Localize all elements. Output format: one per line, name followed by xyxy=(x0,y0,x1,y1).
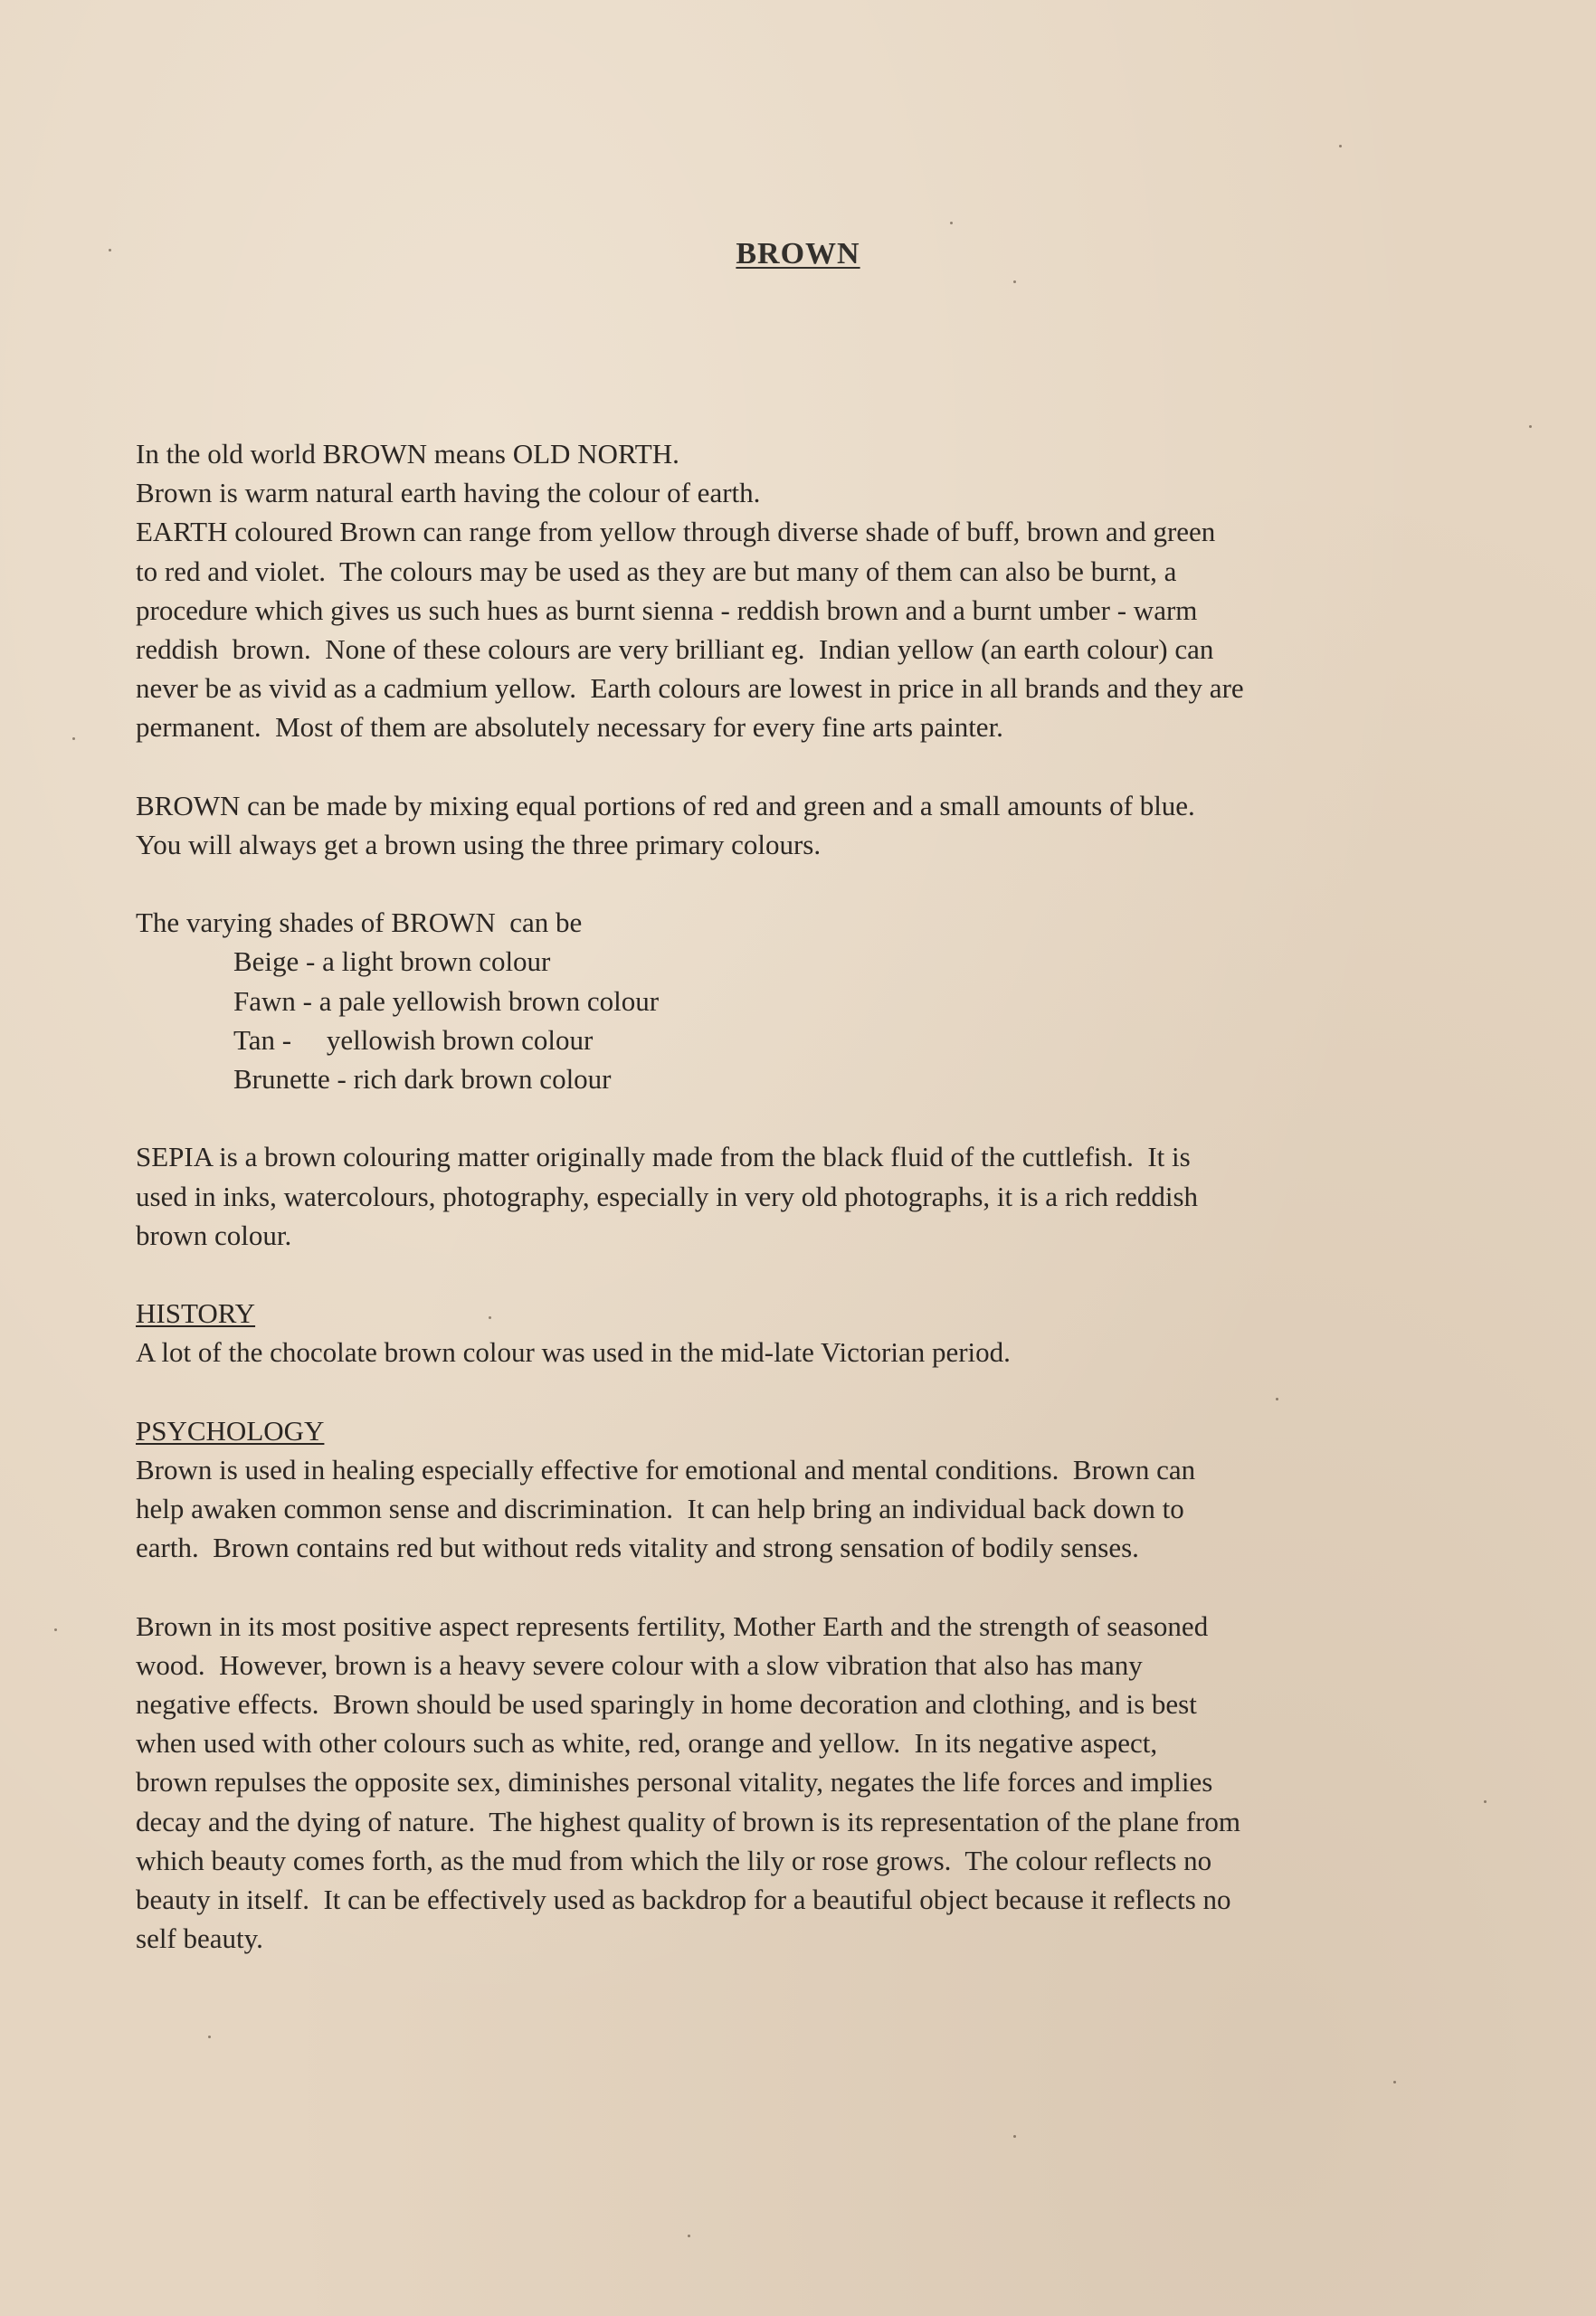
paragraph-gap xyxy=(136,864,1439,903)
text-line: help awaken common sense and discrimination. It can help bring an individual back down to xyxy=(136,1493,1184,1525)
text-line: permanent. Most of them are absolutely necessary for every fine arts painter. xyxy=(136,711,1003,744)
paper-speck xyxy=(1484,1800,1487,1803)
text-line: BROWN can be made by mixing equal portions of red and green and a small amounts of blue. xyxy=(136,789,1195,821)
mixing-paragraph xyxy=(136,786,1439,864)
psychology-section xyxy=(136,1411,1439,1568)
paragraph-gap xyxy=(136,1567,1439,1606)
document-body xyxy=(136,434,1439,1958)
section-heading-psychology: PSYCHOLOGY xyxy=(136,1414,325,1447)
text-line: negative effects. Brown should be used sparingly in home decoration and clothing, and is best xyxy=(136,1688,1197,1720)
paper-speck xyxy=(950,222,953,224)
paragraph-gap xyxy=(136,1372,1439,1411)
intro-paragraph xyxy=(136,434,1439,747)
paper-speck xyxy=(1339,145,1342,147)
text-line: reddish brown. None of these colours are very brilliant eg. Indian yellow (an earth colour) can xyxy=(136,632,1214,665)
text-line: decay and the dying of nature. The highest quality of brown is its representation of the plane from xyxy=(136,1805,1241,1837)
text-line: Brown in its most positive aspect represents fertility, Mother Earth and the strength of seasoned xyxy=(136,1609,1209,1642)
sepia-paragraph xyxy=(136,1137,1439,1255)
list-item: Beige - a light brown colour xyxy=(233,945,551,978)
text-line: wood. However, brown is a heavy severe colour with a slow vibration that also has many xyxy=(136,1648,1143,1681)
list-item: Tan - yellowish brown colour xyxy=(233,1023,594,1056)
history-section xyxy=(136,1294,1439,1372)
paper-speck xyxy=(1013,280,1016,283)
text-line: used in inks, watercolours, photography, especially in very old photographs, it is a rich reddish xyxy=(136,1180,1199,1212)
paper-speck xyxy=(72,737,75,740)
text-line: A lot of the chocolate brown colour was used in the mid-late Victorian period. xyxy=(136,1336,1011,1369)
text-line: SEPIA is a brown colouring matter originally made from the black fluid of the cuttlefish. It is xyxy=(136,1141,1191,1173)
text-line: You will always get a brown using the three primary colours. xyxy=(136,828,822,860)
text-line: to red and violet. The colours may be used as they are but many of them can also be burnt, a xyxy=(136,555,1177,587)
text-line: which beauty comes forth, as the mud from which the lily or rose grows. The colour reflects no xyxy=(136,1844,1212,1876)
text-line: procedure which gives us such hues as burnt sienna - reddish brown and a burnt umber - warm xyxy=(136,593,1198,626)
text-line: never be as vivid as a cadmium yellow. Earth colours are lowest in price in all brands and they are xyxy=(136,672,1244,705)
shades-intro: The varying shades of BROWN can be xyxy=(136,906,583,939)
text-line: In the old world BROWN means OLD NORTH. xyxy=(136,438,679,470)
text-line: beauty in itself. It can be effectively used as backdrop for a beautiful object because it reflects no xyxy=(136,1883,1231,1915)
paper-speck xyxy=(208,2036,211,2038)
list-item: Brunette - rich dark brown colour xyxy=(233,1063,612,1095)
shades-list xyxy=(136,903,1439,1098)
paper-speck xyxy=(688,2235,690,2237)
paper-speck xyxy=(54,1628,57,1631)
aspect-paragraph xyxy=(136,1607,1439,1959)
list-item: Fawn - a pale yellowish brown colour xyxy=(233,984,660,1017)
paragraph-gap xyxy=(136,747,1439,786)
paragraph-gap xyxy=(136,1098,1439,1137)
text-line: when used with other colours such as white, red, orange and yellow. In its negative aspect, xyxy=(136,1727,1158,1760)
text-line: EARTH coloured Brown can range from yellow through diverse shade of buff, brown and green xyxy=(136,516,1216,548)
text-line: Brown is used in healing especially effective for emotional and mental conditions. Brown can xyxy=(136,1453,1196,1485)
text-line: earth. Brown contains red but without reds vitality and strong sensation of bodily senses. xyxy=(136,1532,1139,1564)
text-line: brown repulses the opposite sex, diminishes personal vitality, negates the life forces and implies xyxy=(136,1766,1213,1799)
paper-speck xyxy=(1393,2081,1396,2083)
paragraph-gap xyxy=(136,1255,1439,1294)
section-heading-history: HISTORY xyxy=(136,1297,256,1330)
page-title: BROWN xyxy=(736,237,860,271)
text-line: brown colour. xyxy=(136,1219,292,1251)
text-line: Brown is warm natural earth having the colour of earth. xyxy=(136,477,761,509)
paper-speck xyxy=(1013,2135,1016,2138)
text-line: self beauty. xyxy=(136,1922,263,1955)
paper-speck xyxy=(1529,425,1532,428)
